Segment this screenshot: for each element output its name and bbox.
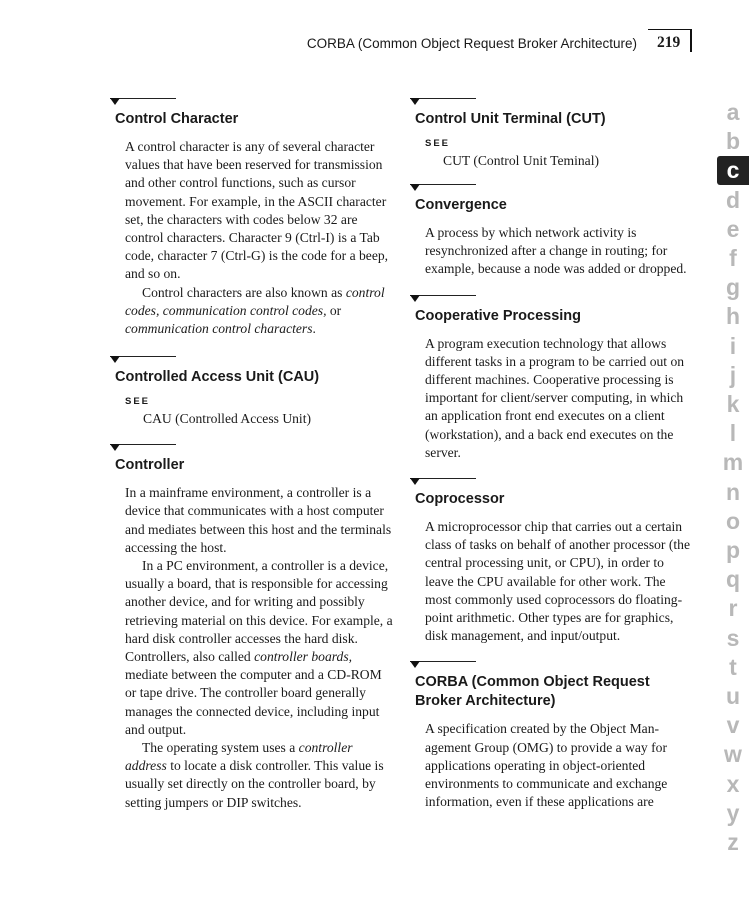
thumb-tab-d[interactable]: d [725,186,741,213]
entry-convergence [410,184,693,279]
running-head-title: CORBA (Common Object Request Broker Architecture) [306,36,637,51]
entry-marker [110,98,395,110]
thumb-tab-j[interactable]: j [729,361,737,388]
entry-coprocessor [410,478,693,645]
triangle-marker-icon [410,295,420,302]
entry-term: Controlled Access Unit (CAU) [115,369,320,386]
triangle-marker-icon [410,98,420,105]
thumb-tab-o[interactable]: o [725,507,741,534]
triangle-marker-icon [110,98,120,105]
thumb-tab-p[interactable]: p [725,537,741,563]
left-column [110,98,395,812]
entry-definition [425,335,693,462]
entry-marker [410,295,693,307]
entry-definition [425,224,693,279]
see-reference-link[interactable]: CUT (Control Unit Teminal) [443,153,599,168]
entry-marker [110,356,395,368]
triangle-marker-icon [410,478,420,485]
thumb-tab-x[interactable]: x [726,770,740,797]
entry-term: Control Unit Terminal (CUT) [415,111,606,127]
definition-paragraph: A program execution technology that allows different tasks in a program to be carried out on different machines. Cooperative processing is important for client/server computing, in which an application front end executes on a client (workstation), and a back end executes on the server. [425,335,685,460]
entry-marker [410,661,693,673]
entry-term: CORBA (Common Object Request Broker Architecture) [415,674,650,710]
thumb-tab-y[interactable]: y [726,799,740,826]
entry-term: Control Character [115,111,239,127]
entry-control-unit-terminal [410,98,693,170]
definition-paragraph: A specification created by the Object Management Group (OMG) to provide a way for applications operating in object-oriented environments to communicate and exchange information, even if these applications are [425,721,668,810]
thumb-tab-w[interactable]: w [724,741,742,768]
thumb-tab-r[interactable]: r [728,595,738,622]
thumb-tab-s[interactable]: s [726,624,740,651]
definition-paragraph: A process by which network activity is resynchronized after a change in routing; for example, because a node was added or dropped. [425,225,687,277]
thumb-tab-k[interactable]: k [726,391,740,417]
thumb-tab-b[interactable]: b [725,128,741,155]
entry-control-character [110,98,395,338]
entry-definition [425,518,693,645]
see-reference-link[interactable]: CAU (Controlled Access Unit) [143,411,312,427]
right-column [410,98,693,811]
thumb-tab-g[interactable]: g [725,274,741,301]
see-label: SEE [125,396,151,408]
entry-controller [110,444,395,812]
thumb-tab-n[interactable]: n [725,478,741,505]
entry-cooperative-processing [410,295,693,462]
thumb-tab-i[interactable]: i [729,332,737,359]
definition-paragraph: A control character is any of several character values that have been reserved for transmission and other control functions, such as cursor movement. For example, in the ASCII character set, the characters with codes below 32 are control characters. Character 9 (Ctrl-I) is a Tab code, character 7 (Ctrl-G) is the code for a beep, and so on. [125,139,389,282]
entry-term: Convergence [415,197,507,213]
thumb-tab-m[interactable]: m [722,449,744,476]
thumb-tab-a[interactable]: a [726,99,740,125]
thumb-tab-v[interactable]: v [726,712,740,739]
thumb-tab-z[interactable]: z [727,829,739,855]
thumb-tab-c[interactable]: c [717,156,749,185]
definition-paragraph: In a mainframe environment, a controller is a device that communicates with a host computer and mediates between this host and the terminals accessing the host. [125,485,392,555]
thumb-tab-q[interactable]: q [725,566,741,593]
thumb-tab-u[interactable]: u [725,683,741,709]
emphasis-term: controller boards, [254,649,353,665]
triangle-marker-icon [110,356,120,363]
page-number: 219 [657,34,681,51]
entry-term: Coprocessor [415,491,505,508]
entry-marker [410,98,693,110]
definition-paragraph: In a PC environment, a controller is a device, usually a board, that is responsible for accessing another device, and for writing and possibly retrieving material on this device. For example, a hard disk controller accesses the hard disk. Controllers, also called controller boards, mediate between the computer and a CD-ROM or tape drive. The controller board generally manages the connected device, including input and output. [125,558,393,737]
entry-marker [410,184,693,196]
entry-term: Cooperative Processing [415,307,581,324]
thumb-tab-h[interactable]: h [725,303,741,330]
see-label: SEE [425,138,451,149]
entry-definition [425,720,693,811]
emphasis-term: communication control characters [125,321,313,337]
entry-corba [410,661,693,811]
definition-paragraph: Control characters are also known as control codes, communication control codes, or communication control characters. [125,284,385,337]
entry-definition [125,484,395,812]
triangle-marker-icon [110,444,120,451]
emphasis-term: controller address [125,740,353,774]
entry-term: Controller [115,457,185,474]
entry-controlled-access-unit [110,356,395,428]
definition-paragraph: A microprocessor chip that carries out a certain class of tasks on behalf of another processor (the central processing unit, or CPU), in order to leave the CPU available for other work. The most commonly used coprocessors do floating-point arithmetic. Other types are for graphics, disk management, and input/output. [425,519,690,644]
triangle-marker-icon [410,661,420,668]
emphasis-term: control codes, communication control codes, [125,284,385,318]
thumb-tab-e[interactable]: e [726,215,740,242]
header-rule-vertical [690,30,692,52]
header-rule-horizontal [648,29,692,30]
thumb-tab-f[interactable]: f [729,245,737,271]
thumb-tab-t[interactable]: t [729,653,737,680]
entry-definition [125,138,395,338]
entry-marker [110,444,395,456]
triangle-marker-icon [410,184,420,191]
definition-paragraph: The operating system uses a controller address to locate a disk controller. This value is usually set directly on the controller board, by setting jumpers or DIP switches. [125,740,384,810]
entry-marker [410,478,693,490]
thumb-tab-l[interactable]: l [729,420,737,447]
